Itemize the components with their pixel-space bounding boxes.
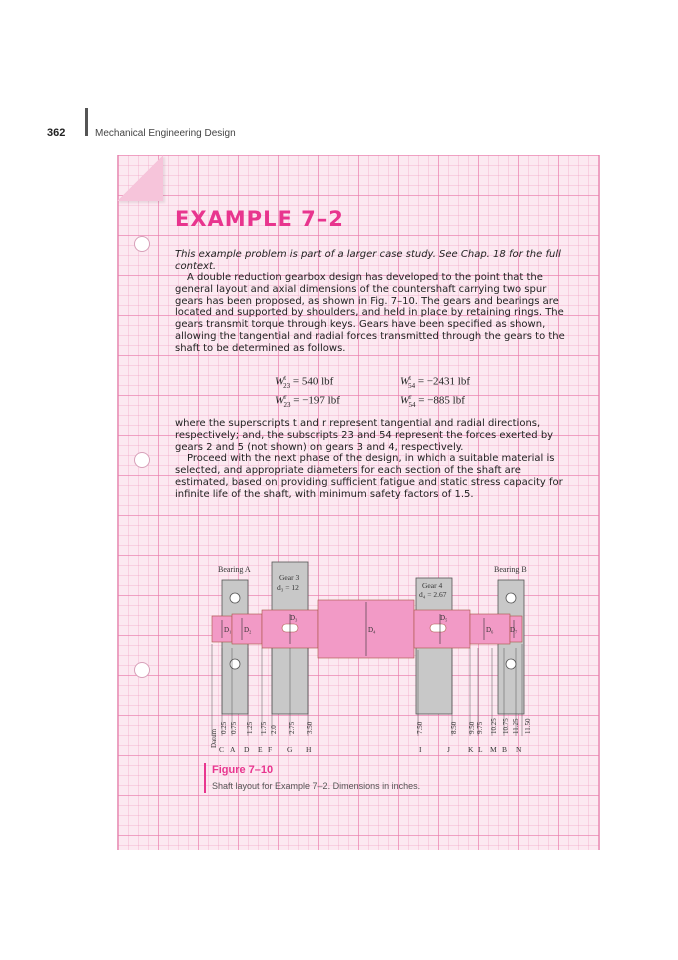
equation-value: = −885 lbf — [418, 394, 465, 407]
caption-rule — [204, 763, 206, 793]
binder-hole — [134, 662, 150, 678]
station-label: G — [287, 745, 293, 754]
diameter-label: D₂ — [244, 626, 252, 634]
example-title: EXAMPLE 7–2 — [175, 207, 344, 231]
station-label: K — [468, 745, 474, 754]
station-label: J — [447, 745, 450, 754]
diameter-label: D₃ — [290, 614, 298, 622]
figure-label: Figure 7–10 — [212, 764, 274, 776]
diameter-label: D₅ — [440, 614, 448, 622]
station-label: M — [490, 745, 497, 754]
equation-wr54: $W^r_{54} = -885$ lbf — [400, 393, 465, 409]
dimension-label: 11.50 — [524, 718, 532, 734]
bearing-hole-icon — [230, 659, 240, 669]
dimension-label: 2.75 — [288, 721, 296, 734]
dimension-label: 10.75 — [502, 718, 510, 734]
station-label: N — [516, 745, 522, 754]
keyway-icon — [430, 624, 446, 632]
problem-statement — [175, 272, 571, 355]
intro-text: This example problem is part of a larger case study. See Chap. 18 for the full context. — [175, 249, 561, 272]
station-label: F — [268, 745, 273, 754]
dimension-label: 0.75 — [230, 721, 238, 734]
dimension-label: 11.25 — [512, 718, 520, 734]
dimension-label: 7.50 — [416, 721, 424, 734]
station-label: L — [478, 745, 483, 754]
bearing-hole-icon — [506, 593, 516, 603]
bearing-hole-icon — [230, 593, 240, 603]
station-label: B — [502, 745, 508, 754]
diameter-label: D₄ — [368, 626, 376, 634]
dimension-label: 9.50 — [468, 721, 476, 734]
running-head — [0, 0, 678, 160]
equation-wr23: $W^r_{23} = -197$ lbf — [275, 393, 340, 409]
paragraph: Proceed with the next phase of the design, in which a suitable material is selected, and appropriate diameters for each section of the shaft are estimated, based on providing sufficient fatigue and static stress capacity for infinite life of the shaft, with minimum safety factors of 1.5. — [175, 453, 563, 500]
dimension-label: 2.0 — [270, 725, 278, 734]
diameter-label: D₆ — [486, 626, 494, 634]
station-label: I — [419, 745, 422, 754]
gear-3-label: Gear 3 — [279, 573, 300, 582]
diameter-label: D₇ — [510, 626, 518, 634]
example-intro — [175, 249, 571, 273]
page-curl — [117, 155, 163, 201]
equation-wt54: $W^t_{54} = -2431$ lbf — [400, 374, 471, 390]
station-label: C — [219, 745, 225, 754]
bearing-b-label: Bearing B — [494, 565, 527, 574]
equation-value: = −2431 lbf — [417, 375, 471, 388]
shaft-layout-figure — [200, 558, 540, 754]
paragraph: A double reduction gearbox design has developed to the point that the general layout and axial dimensions of the countershaft carrying two spur gears has been proposed, as shown in Fig. 7–10. The gears and bearings are located and supported by shoulders, and held in place by retaining rings. The gears transmit torque through keys. Gears have been specified as shown, allowing the tangential and radial forces transmitted through the gears to the shaft to be determined as follows. — [175, 272, 565, 354]
dimension-label: 3.50 — [306, 721, 314, 734]
diameter-label: D₁ — [224, 626, 232, 634]
dimension-label: 0.25 — [220, 721, 228, 734]
figure-caption: Shaft layout for Example 7–2. Dimensions in inches. — [212, 781, 421, 791]
dimension-label: 9.75 — [476, 721, 484, 734]
binder-hole — [134, 452, 150, 468]
bearing-hole-icon — [506, 659, 516, 669]
dimension-label: 1.25 — [246, 721, 254, 734]
equation-value: = 540 lbf — [292, 375, 334, 388]
equation-value: = −197 lbf — [293, 394, 340, 407]
dimension-label: 10.25 — [490, 718, 498, 734]
station-label: H — [306, 745, 312, 754]
page-number: 362 — [47, 127, 66, 139]
station-label: A — [230, 745, 236, 754]
gear-4-label: Gear 4 — [422, 581, 443, 590]
header-rule — [85, 108, 88, 136]
bearing-a-label: Bearing A — [218, 565, 251, 574]
station-label: E — [258, 745, 263, 754]
station-label: D — [244, 745, 250, 754]
dimension-label: 1.75 — [260, 721, 268, 734]
book-title: Mechanical Engineering Design — [95, 128, 236, 139]
gear-3-diameter: d₃ = 12 — [277, 583, 299, 592]
equation-wt23: $W^t_{23} = 540$ lbf — [275, 374, 334, 390]
paragraph: where the superscripts t and r represent tangential and radial directions, respectively; and, the subscripts 23 and 54 represent the forces exerted by gears 2 and 5 (not shown) on gears 3 and 4, respectively. — [175, 418, 554, 453]
problem-continuation — [175, 418, 571, 501]
dimension-label: 8.50 — [450, 721, 458, 734]
gear-4-diameter: d₄ = 2.67 — [419, 590, 447, 599]
dimension-label: Datum — [210, 728, 218, 748]
binder-hole — [134, 236, 150, 252]
